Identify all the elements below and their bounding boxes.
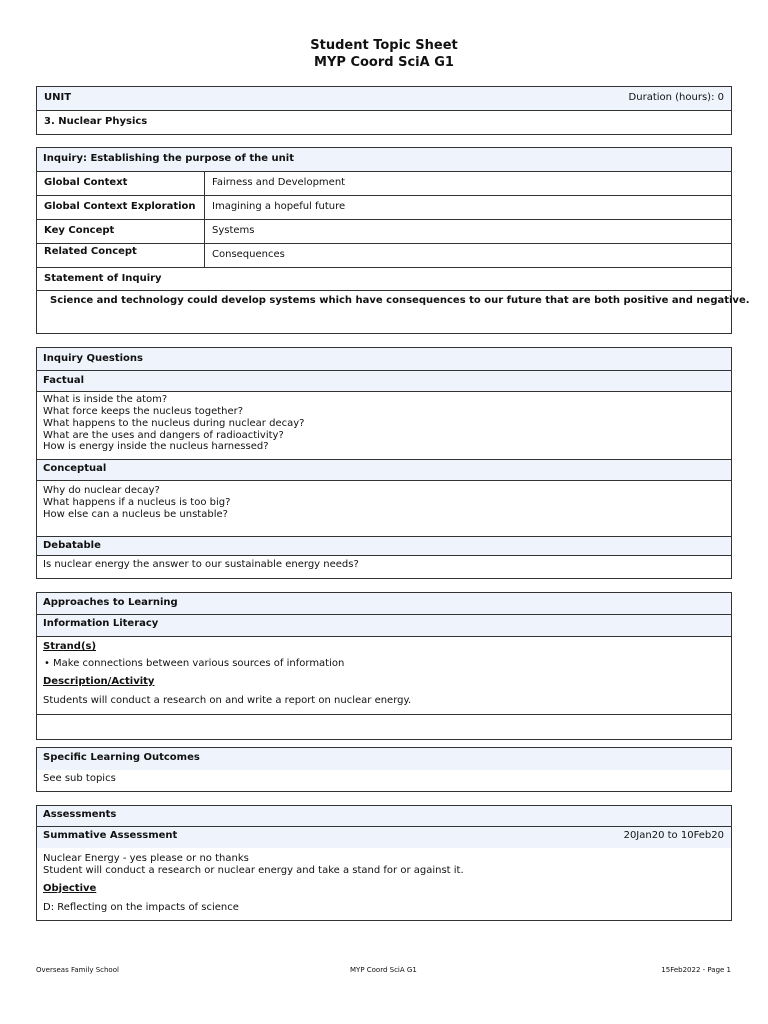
conceptual-label: Conceptual	[43, 463, 107, 474]
strands-label: Strand(s)	[43, 641, 97, 652]
global-context-exploration-label: Global Context Exploration	[44, 201, 196, 212]
key-concept-value: Systems	[212, 225, 255, 236]
unit-duration: Duration (hours): 0	[628, 92, 724, 103]
assessment-description: Student will conduct a research or nuclear energy and take a stand for or against it.	[43, 865, 464, 876]
statement-of-inquiry-text: Science and technology could develop systems which have consequences to our future that are both positive and negative.	[50, 295, 750, 306]
factual-question: What force keeps the nucleus together?	[43, 406, 244, 417]
global-context-row	[37, 172, 731, 196]
factual-label: Factual	[43, 375, 84, 386]
unit-label: UNIT	[44, 92, 72, 103]
page-subtitle: MYP Coord SciA G1	[314, 55, 454, 70]
footer-course: MYP Coord SciA G1	[350, 966, 417, 974]
statement-of-inquiry-label: Statement of Inquiry	[44, 273, 162, 284]
atl-skill: Information Literacy	[43, 618, 159, 629]
debatable-question: Is nuclear energy the answer to our sustainable energy needs?	[43, 559, 359, 570]
factual-question: What are the uses and dangers of radioactivity?	[43, 430, 284, 441]
global-context-exploration-row	[37, 196, 731, 220]
conceptual-question: What happens if a nucleus is too big?	[43, 497, 231, 508]
conceptual-question: How else can a nucleus be unstable?	[43, 509, 228, 520]
key-concept-label: Key Concept	[44, 225, 115, 236]
assessments-section	[36, 805, 732, 921]
learning-outcomes-section	[36, 747, 732, 792]
global-context-exploration-value: Imagining a hopeful future	[212, 201, 346, 212]
strand-item: Make connections between various sources of information	[53, 658, 345, 669]
objective-label: Objective	[43, 883, 97, 894]
debatable-label: Debatable	[43, 540, 101, 551]
inquiry-questions-heading: Inquiry Questions	[43, 353, 143, 364]
assessments-heading: Assessments	[43, 809, 117, 820]
summative-assessment-dates: 20Jan20 to 10Feb20	[623, 830, 724, 841]
objective-text: D: Reflecting on the impacts of science	[43, 902, 239, 913]
unit-name: 3. Nuclear Physics	[44, 116, 148, 127]
description-activity-text: Students will conduct a research on and write a report on nuclear energy.	[43, 695, 412, 706]
inquiry-heading: Inquiry: Establishing the purpose of the unit	[43, 153, 294, 164]
factual-question: What happens to the nucleus during nuclear decay?	[43, 418, 305, 429]
related-concept-label: Related Concept	[44, 246, 137, 257]
description-activity-label: Description/Activity	[43, 676, 155, 687]
unit-section	[36, 86, 732, 135]
page-title: Student Topic Sheet	[310, 38, 458, 53]
inquiry-questions-section	[36, 347, 732, 579]
related-concept-row	[37, 244, 731, 268]
inquiry-section	[36, 147, 750, 334]
summative-assessment-label: Summative Assessment	[43, 830, 178, 841]
factual-question: How is energy inside the nucleus harnessed?	[43, 441, 269, 452]
global-context-label: Global Context	[44, 177, 128, 188]
footer-school: Overseas Family School	[36, 966, 119, 974]
related-concept-value: Consequences	[212, 249, 285, 260]
key-concept-row	[37, 220, 731, 244]
global-context-value: Fairness and Development	[212, 177, 346, 188]
conceptual-question: Why do nuclear decay?	[43, 485, 160, 496]
atl-heading: Approaches to Learning	[43, 597, 178, 608]
factual-question: What is inside the atom?	[43, 394, 168, 405]
approaches-to-learning-section	[36, 592, 732, 740]
learning-outcomes-text: See sub topics	[43, 773, 116, 784]
learning-outcomes-heading: Specific Learning Outcomes	[43, 752, 200, 763]
assessment-description: Nuclear Energy - yes please or no thanks	[43, 853, 249, 864]
strand-bullet: •	[44, 658, 50, 669]
footer-page: 15Feb2022 - Page 1	[661, 966, 731, 974]
